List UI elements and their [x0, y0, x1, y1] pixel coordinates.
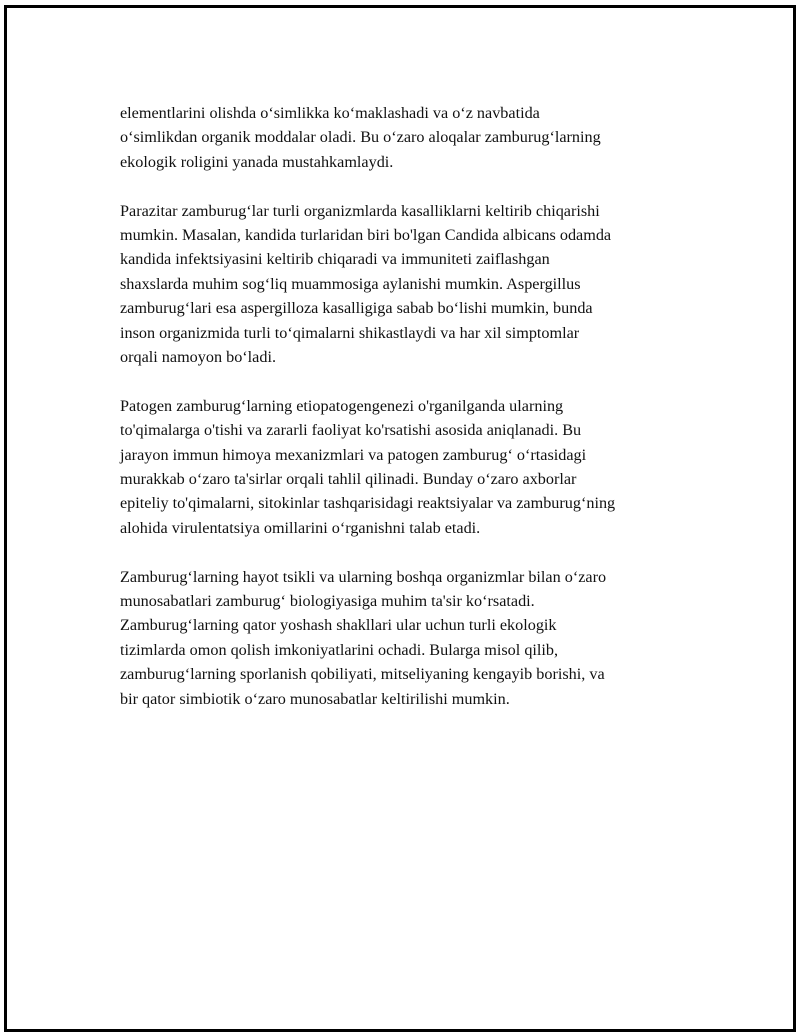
text-line: Patogen zamburug‘larning etiopatogengenezi o'rganilganda ularning [120, 396, 564, 415]
text-line: shaxslarda muhim sog‘liq muammosiga aylanishi mumkin. Aspergillus [120, 274, 581, 293]
text-line: tizimlarda omon qolish imkoniyatlarini ochadi. Bularga misol qilib, [120, 640, 559, 659]
paragraph-1 [120, 101, 700, 174]
text-line: kandida infektsiyasini keltirib chiqaradi va immuniteti zaiflashgan [120, 250, 550, 269]
paragraph-2 [120, 199, 700, 370]
text-line: murakkab o‘zaro ta'sirlar orqali tahlil qilinadi. Bunday o‘zaro axborlar [120, 470, 577, 489]
document-body [120, 101, 700, 736]
text-line: orqali namoyon bo‘ladi. [120, 348, 276, 367]
text-line: alohida virulentatsiya omillarini o‘rganishni talab etadi. [120, 518, 481, 537]
text-line: mumkin. Masalan, kandida turlaridan biri bo'lgan Candida albicans odamda [120, 226, 612, 245]
text-line: zamburug‘larning sporlanish qobiliyati, mitseliyaning kengayib borishi, va [120, 665, 605, 684]
text-line: to'qimalarga o'tishi va zararli faoliyat ko'rsatishi asosida aniqlanadi. Bu [120, 421, 582, 440]
paragraph-3 [120, 394, 700, 540]
text-line: bir qator simbiotik o‘zaro munosabatlar keltirilishi mumkin. [120, 689, 510, 708]
text-line: jarayon immun himoya mexanizmlari va patogen zamburug‘ o‘rtasidagi [120, 445, 587, 464]
page-frame [4, 5, 796, 1032]
text-line: inson organizmida turli to‘qimalarni shikastlaydi va har xil simptomlar [120, 323, 580, 342]
text-line: Zamburug‘larning qator yoshash shakllari ular uchun turli ekologik [120, 616, 557, 635]
text-line: ekologik roligini yanada mustahkamlaydi. [120, 152, 394, 171]
text-line: Zamburug‘larning hayot tsikli va ularning boshqa organizmlar bilan o‘zaro [120, 567, 607, 586]
text-line: epiteliy to'qimalarni, sitokinlar tashqarisidagi reaktsiyalar va zamburug‘ning [120, 494, 616, 513]
text-line: elementlarini olishda o‘simlikka ko‘maklashadi va o‘z navbatida [120, 104, 540, 122]
text-line: o‘simlikdan organik moddalar oladi. Bu o‘zaro aloqalar zamburug‘larning [120, 128, 601, 147]
paragraph-4 [120, 565, 700, 711]
text-line: Parazitar zamburug‘lar turli organizmlarda kasalliklarni keltirib chiqarishi [120, 201, 600, 220]
text-line: zamburug‘lari esa aspergilloza kasalligiga sabab bo‘lishi mumkin, bunda [120, 299, 593, 318]
text-line: munosabatlari zamburug‘ biologiyasiga muhim ta'sir ko‘rsatadi. [120, 592, 535, 611]
